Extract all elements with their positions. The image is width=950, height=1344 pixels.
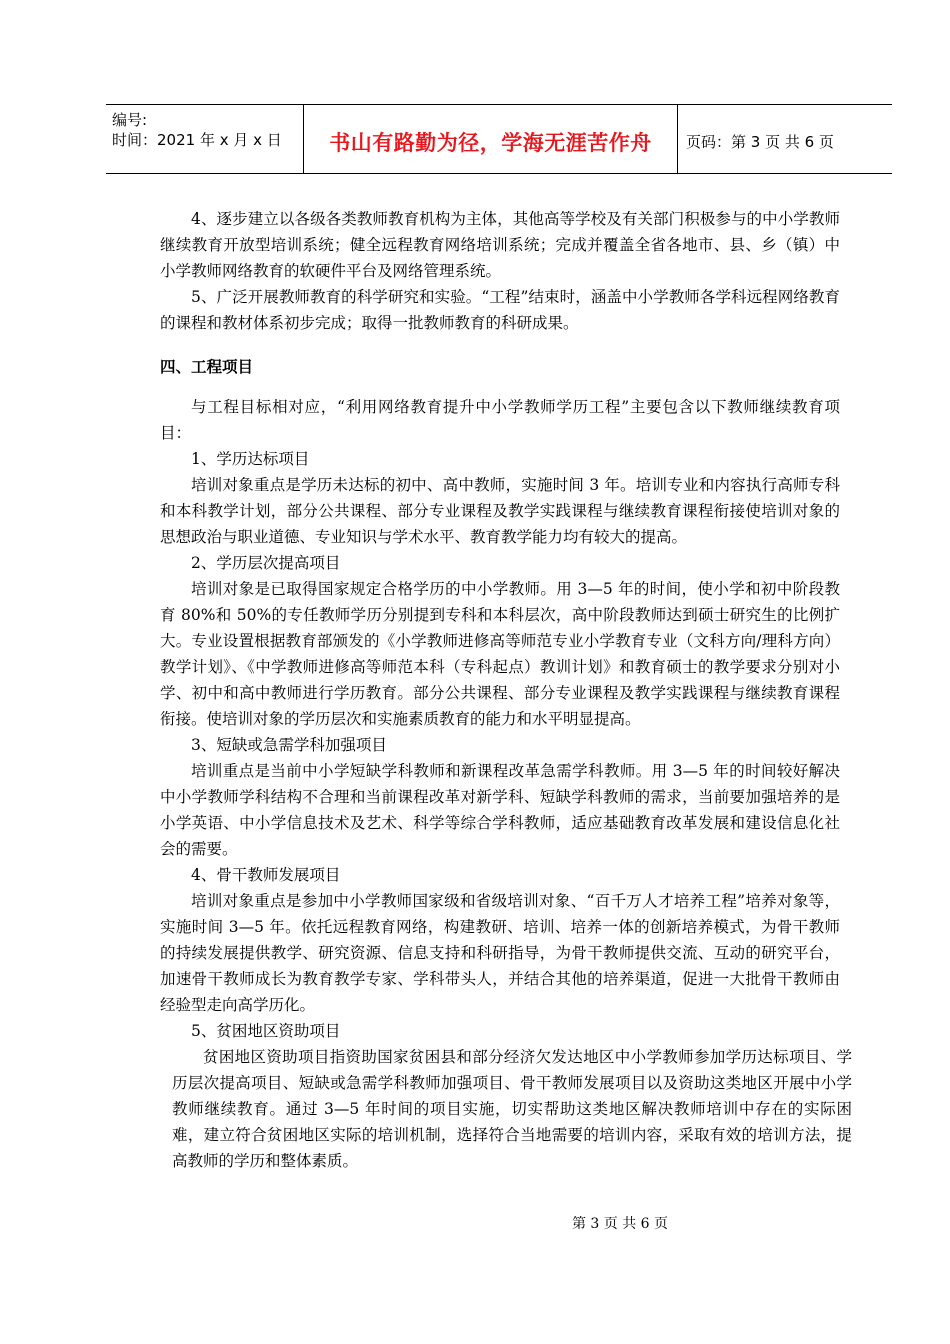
item-title-1: 1、学历达标项目 [191,450,310,468]
item-title-5: 5、贫困地区资助项目 [191,1022,341,1040]
paragraph-intro: 与工程目标相对应，“利用网络教育提升中小学教师学历工程”主要包含以下教师继续教育项目： [160,398,840,442]
page-header [106,104,892,174]
header-page-info: 页码：第 3 页 共 6 页 [686,133,834,151]
item-text-4: 培训对象重点是参加中小学教师国家级和省级培训对象、“百千万人才培养工程”培养对象等，实施时间 3—5 年。依托远程教育网络，构建教研、培训、培养一体的创新培养模式，为骨干教师的持续发展提供教学、研究资源、信息支持和科研指导，为骨干教师提供交流、互动的研究平台，加速骨干教师成长为教育教学专家、学科带头人，并结合其他的培养渠道，促进一大批骨干教师由经验型走向高学历化。 [160,892,840,1014]
item-title-2: 2、学历层次提高项目 [191,554,341,572]
code-label: 编号: [112,111,148,129]
time-label: 时间：2021 年 x 月 x 日 [112,131,282,149]
item-text-2: 培训对象是已取得国家规定合格学历的中小学教师。用 3—5 年的时间，使小学和初中阶段教育 80%和 50%的专任教师学历分别提到专科和本科层次，高中阶段教师达到硕士研究生的比例扩大。专业设置根据教育部颁发的《小学教师进修高等师范专业小学教育专业（文科方向/理科方向）教学计划》、《中学教师进修高等师范本科（专科起点）教训计划》和教育硕士的教学要求分别对小学、初中和高中教师进行学历教育。部分公共课程、部分专业课程及教学实践课程与继续教育课程衔接。使培训对象的学历层次和实施素质教育的能力和水平明显提高。 [160,580,840,728]
header-motto-cell [304,105,678,173]
paragraph-goal-5: 5、广泛开展教师教育的科学研究和实验。“工程”结束时，涵盖中小学教师各学科远程网络教育的课程和教材体系初步完成；取得一批教师教育的科研成果。 [160,288,840,332]
item-title-3: 3、短缺或急需学科加强项目 [191,736,387,754]
header-page-cell [678,105,892,173]
item-title-4: 4、骨干教师发展项目 [191,866,341,884]
document-body [160,206,852,1174]
item-text-1: 培训对象重点是学历未达标的初中、高中教师，实施时间 3 年。培训专业和内容执行高师专科和本科教学计划，部分公共课程、部分专业课程及教学实践课程与继续教育课程衔接使培训对象的思想政治与职业道德、专业知识与学术水平、教育教学能力均有较大的提高。 [160,476,840,546]
motto-text: 书山有路勤为径，学海无涯苦作舟 [329,131,652,155]
item-text-3: 培训重点是当前中小学短缺学科教师和新课程改革急需学科教师。用 3—5 年的时间较好解决中小学教师学科结构不合理和当前课程改革对新学科、短缺学科教师的需求，当前要加强培养的是小学英语、中小学信息技术及艺术、科学等综合学科教师，适应基础教育改革发展和建设信息化社会的需要。 [160,762,840,858]
page-footer: 第 3 页 共 6 页 [571,1216,669,1232]
paragraph-goal-4: 4、逐步建立以各级各类教师教育机构为主体，其他高等学校及有关部门积极参与的中小学教师继续教育开放型培训系统；健全远程教育网络培训系统；完成并覆盖全省各地市、县、乡（镇）中小学教师网络教育的软硬件平台及网络管理系统。 [160,210,840,280]
header-meta-cell [106,105,304,173]
item-text-5: 贫困地区资助项目指资助国家贫困县和部分经济欠发达地区中小学教师参加学历达标项目、学历层次提高项目、短缺或急需学科教师加强项目、骨干教师发展项目以及资助这类地区开展中小学教师继续教育。通过 3—5 年时间的项目实施，切实帮助这类地区解决教师培训中存在的实际困难，建立符合贫困地区实际的培训机制，选择符合当地需要的培训内容，采取有效的培训方法，提高教师的学历和整体素质。 [172,1048,852,1170]
section-heading: 四、工程项目 [160,358,254,376]
